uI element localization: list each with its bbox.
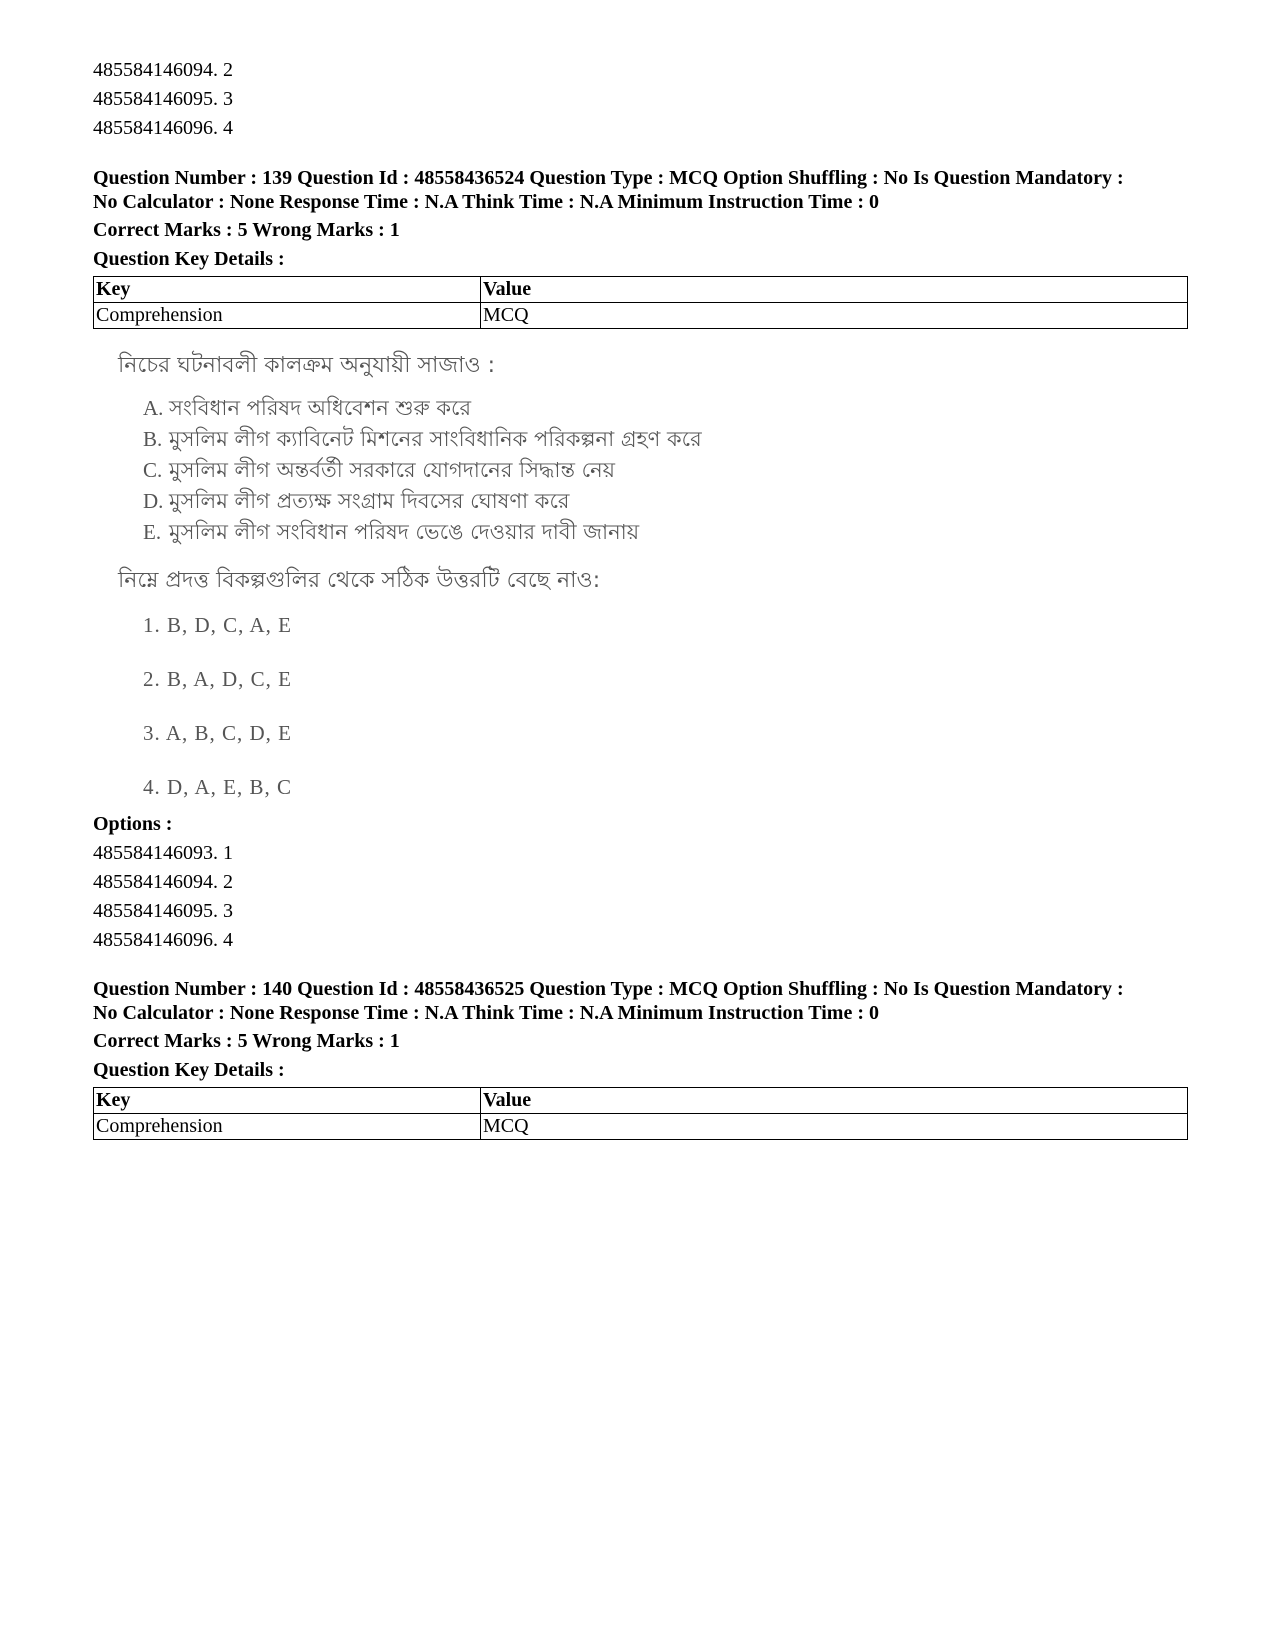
- statement-item: [143, 517, 838, 548]
- option-item: 485584146096. 4: [93, 117, 233, 139]
- statement-item: [143, 424, 838, 455]
- statement-label: C.: [143, 458, 163, 482]
- key-details-table: [93, 1087, 1188, 1140]
- key-details-table: [93, 276, 1188, 329]
- table-cell-value: MCQ: [481, 1114, 1188, 1140]
- table-cell-key: Comprehension: [94, 1114, 481, 1140]
- table-row: [94, 303, 1188, 329]
- question-image: [118, 351, 838, 800]
- statement-text: মুসলিম লীগ সংবিধান পরিষদ ভেঙে দেওয়ার দাবী জানায়: [169, 520, 640, 544]
- answer-choice: 2. B, A, D, C, E: [143, 667, 293, 691]
- question-header-line2: No Calculator : None Response Time : N.A Think Time : N.A Minimum Instruction Time : 0: [93, 191, 879, 213]
- table-cell-value: MCQ: [481, 303, 1188, 329]
- statement-label: E.: [143, 520, 162, 544]
- marks-line: Correct Marks : 5 Wrong Marks : 1: [93, 1030, 400, 1052]
- marks-line: Correct Marks : 5 Wrong Marks : 1: [93, 219, 400, 241]
- statement-text: মুসলিম লীগ ক্যাবিনেট মিশনের সাংবিধানিক পরিকল্পনা গ্রহণ করে: [169, 427, 702, 451]
- statement-item: [143, 486, 838, 517]
- option-item: 485584146095. 3: [93, 900, 233, 922]
- option-item: 485584146096. 4: [93, 929, 233, 951]
- previous-options-list: [93, 56, 1183, 143]
- option-item: 485584146094. 2: [93, 59, 233, 81]
- question-instruction-2: নিম্নে প্রদত্ত বিকল্পগুলির থেকে সঠিক উত্তরটি বেছে নাও:: [118, 568, 601, 593]
- option-item: 485584146093. 1: [93, 842, 233, 864]
- options-list: [93, 839, 1183, 955]
- table-header-key: Key: [94, 1088, 481, 1114]
- answer-choice: 4. D, A, E, B, C: [143, 775, 293, 799]
- table-header-value: Value: [481, 1088, 1188, 1114]
- question-block-139: [93, 166, 1183, 955]
- question-instruction: নিচের ঘটনাবলী কালক্রম অনুযায়ী সাজাও :: [118, 353, 496, 378]
- key-details-label: Question Key Details :: [93, 248, 285, 270]
- key-details-label: Question Key Details :: [93, 1059, 285, 1081]
- statement-label: D.: [143, 489, 164, 513]
- statement-item: [143, 393, 838, 424]
- table-header-value: Value: [481, 277, 1188, 303]
- table-cell-key: Comprehension: [94, 303, 481, 329]
- table-row: [94, 1114, 1188, 1140]
- statement-text: সংবিধান পরিষদ অধিবেশন শুরু করে: [169, 396, 472, 420]
- question-header-line2: No Calculator : None Response Time : N.A Think Time : N.A Minimum Instruction Time : 0: [93, 1002, 879, 1024]
- statement-label: B.: [143, 427, 163, 451]
- question-header-line1: Question Number : 140 Question Id : 48558436525 Question Type : MCQ Option Shuffling : No Is Question Mandatory :: [93, 978, 1124, 1000]
- question-block-140: [93, 977, 1183, 1140]
- options-label: Options :: [93, 813, 173, 835]
- table-header-row: [94, 1088, 1188, 1114]
- option-item: 485584146095. 3: [93, 88, 233, 110]
- table-header-row: [94, 277, 1188, 303]
- statement-text: মুসলিম লীগ প্রত্যক্ষ সংগ্রাম দিবসের ঘোষণা করে: [169, 489, 570, 513]
- statement-text: মুসলিম লীগ অন্তর্বর্তী সরকারে যোগদানের সিদ্ধান্ত নেয়: [169, 458, 616, 482]
- document-page: [93, 56, 1183, 1140]
- question-header-line1: Question Number : 139 Question Id : 48558436524 Question Type : MCQ Option Shuffling : No Is Question Mandatory :: [93, 167, 1124, 189]
- table-header-key: Key: [94, 277, 481, 303]
- statement-label: A.: [143, 396, 164, 420]
- statement-item: [143, 455, 838, 486]
- option-item: 485584146094. 2: [93, 871, 233, 893]
- answer-choice: 3. A, B, C, D, E: [143, 721, 293, 745]
- answer-choice: 1. B, D, C, A, E: [143, 613, 293, 637]
